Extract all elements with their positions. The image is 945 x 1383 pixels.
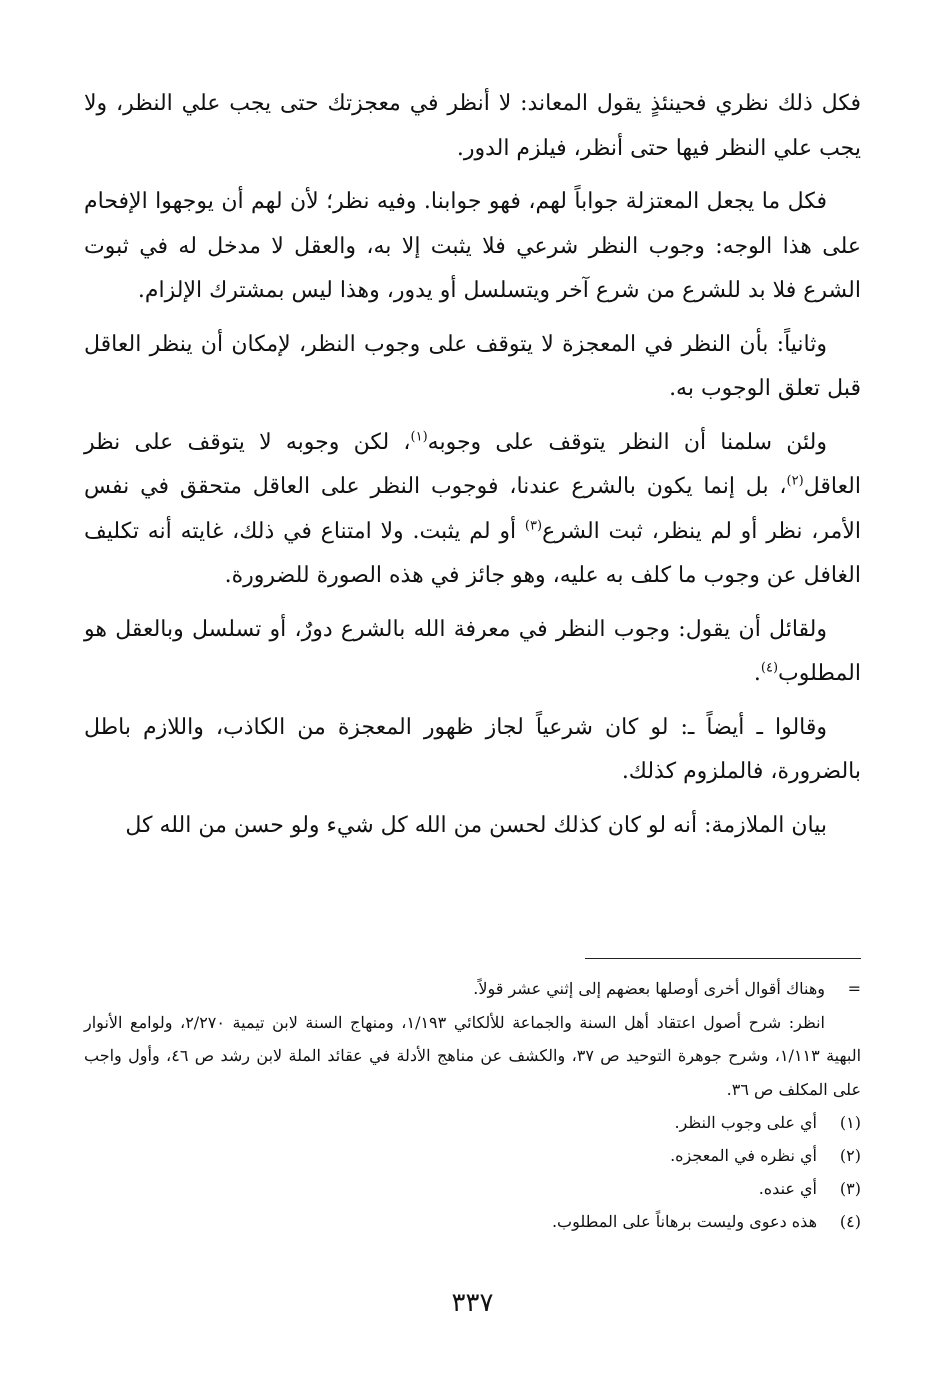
paragraph-text: ولئن سلمنا أن النظر يتوقف على وجوبه — [427, 429, 828, 455]
paragraph-text: وقالوا ـ أيضاً ـ: لو كان شرعياً لجاز ظهور المعجزة من الكاذب، واللازم باطل بالضرورة، فالملزوم كذلك. — [84, 714, 861, 784]
footnote-ref-3[interactable]: (٣) — [524, 518, 543, 534]
paragraph-text: فكل ما يجعل المعتزلة جواباً لهم، فهو جوابنا. وفيه نظر؛ لأن لهم أن يوجهوا الإفحام على هذا الوجه: وجوب النظر شرعي فلا يثبت إلا به، والعقل لا مدخل له في ثبوت الشرع فلا بد للشرع من شرع آخر ويتسلسل أو يدور، وهذا ليس بمشترك الإلزام. — [84, 189, 861, 303]
footnote-continuation-1 — [84, 972, 861, 1006]
footnote-text: أي عنده. — [758, 1179, 817, 1198]
footnotes — [84, 972, 861, 1238]
footnote-ref-1[interactable]: (١) — [410, 429, 428, 445]
paragraph-text: بيان الملازمة: أنه لو كان كذلك لحسن من الله كل شيء ولو حسن من الله كل — [125, 812, 827, 838]
paragraph-text: وثانياً: بأن النظر في المعجزة لا يتوقف على وجوب النظر، لإمكان أن ينظر العاقل قبل تعلق الوجوب به. — [84, 331, 861, 401]
footnote-text: أي نظره في المعجزه. — [670, 1146, 817, 1165]
footnote-number: (١) — [839, 1113, 861, 1132]
paragraph-6 — [84, 706, 861, 795]
footnote-number: (٣) — [839, 1179, 861, 1198]
paragraph-7 — [84, 804, 861, 849]
footnote-number: (٤) — [839, 1212, 861, 1231]
footnote-number: (٢) — [839, 1146, 861, 1165]
footnote-3 — [84, 1172, 861, 1205]
paragraph-text: . — [753, 661, 761, 686]
footnote-continuation-2 — [84, 1006, 861, 1107]
main-text — [84, 82, 861, 848]
paragraph-text: فكل ذلك نظري فحينئذٍ يقول المعاند: لا أنظر في معجزتك حتى يجب علي النظر، ولا يجب علي النظر فيها حتى أنظر، فيلزم الدور. — [84, 91, 861, 161]
footnote-ref-2[interactable]: (٢) — [786, 473, 804, 489]
paragraph-text: ، بل إنما يكون بالشرع عندنا، فوجوب النظر على العاقل متحقق في نفس الأمر، نظر أو لم ينظر، ثبت الشرع — [84, 474, 861, 544]
paragraph-text: أو لم يثبت. ولا امتناع في ذلك، غايته أنه تكليف الغافل عن وجوب ما كلف به عليه، وهو جائز في هذه الصورة للضرورة. — [84, 518, 861, 588]
continuation-mark: = — [847, 979, 861, 998]
paragraph-text: ، لكن وجوبه لا يتوقف على نظر العاقل — [84, 429, 861, 499]
footnote-text: وهناك أقوال أخرى أوصلها بعضهم إلى إثني عشر قولاً. — [473, 979, 825, 998]
paragraph-4 — [84, 421, 861, 599]
footnote-2 — [84, 1139, 861, 1172]
page-number: ٣٣٧ — [451, 1288, 494, 1318]
footnote-text: هذه دعوى وليست برهاناً على المطلوب. — [551, 1212, 817, 1231]
footnote-1 — [84, 1106, 861, 1139]
footnote-text: انظر: شرح أصول اعتقاد أهل السنة والجماعة للألكائي ١/١٩٣، ومنهاج السنة لابن تيمية ٢/٢٧٠، ولوامع الأنوار البهية ١/١١٣، وشرح جوهرة التوحيد ص ٣٧، والكشف عن مناهج الأدلة في عقائد الملة لابن رشد ص ٤٦، وأول واجب على المكلف ص ٣٦. — [84, 1012, 862, 1099]
footnote-divider — [585, 958, 861, 959]
paragraph-3 — [84, 323, 861, 412]
paragraph-5 — [84, 608, 861, 697]
footnote-4 — [84, 1205, 861, 1238]
footnote-text: أي على وجوب النظر. — [674, 1113, 817, 1132]
paragraph-1 — [84, 82, 861, 171]
footnote-ref-4[interactable]: (٤) — [760, 660, 779, 676]
paragraph-2 — [84, 180, 861, 314]
paragraph-text: ولقائل أن يقول: وجوب النظر في معرفة الله بالشرع دورٌ، أو تسلسل وبالعقل هو المطلوب — [84, 616, 861, 686]
